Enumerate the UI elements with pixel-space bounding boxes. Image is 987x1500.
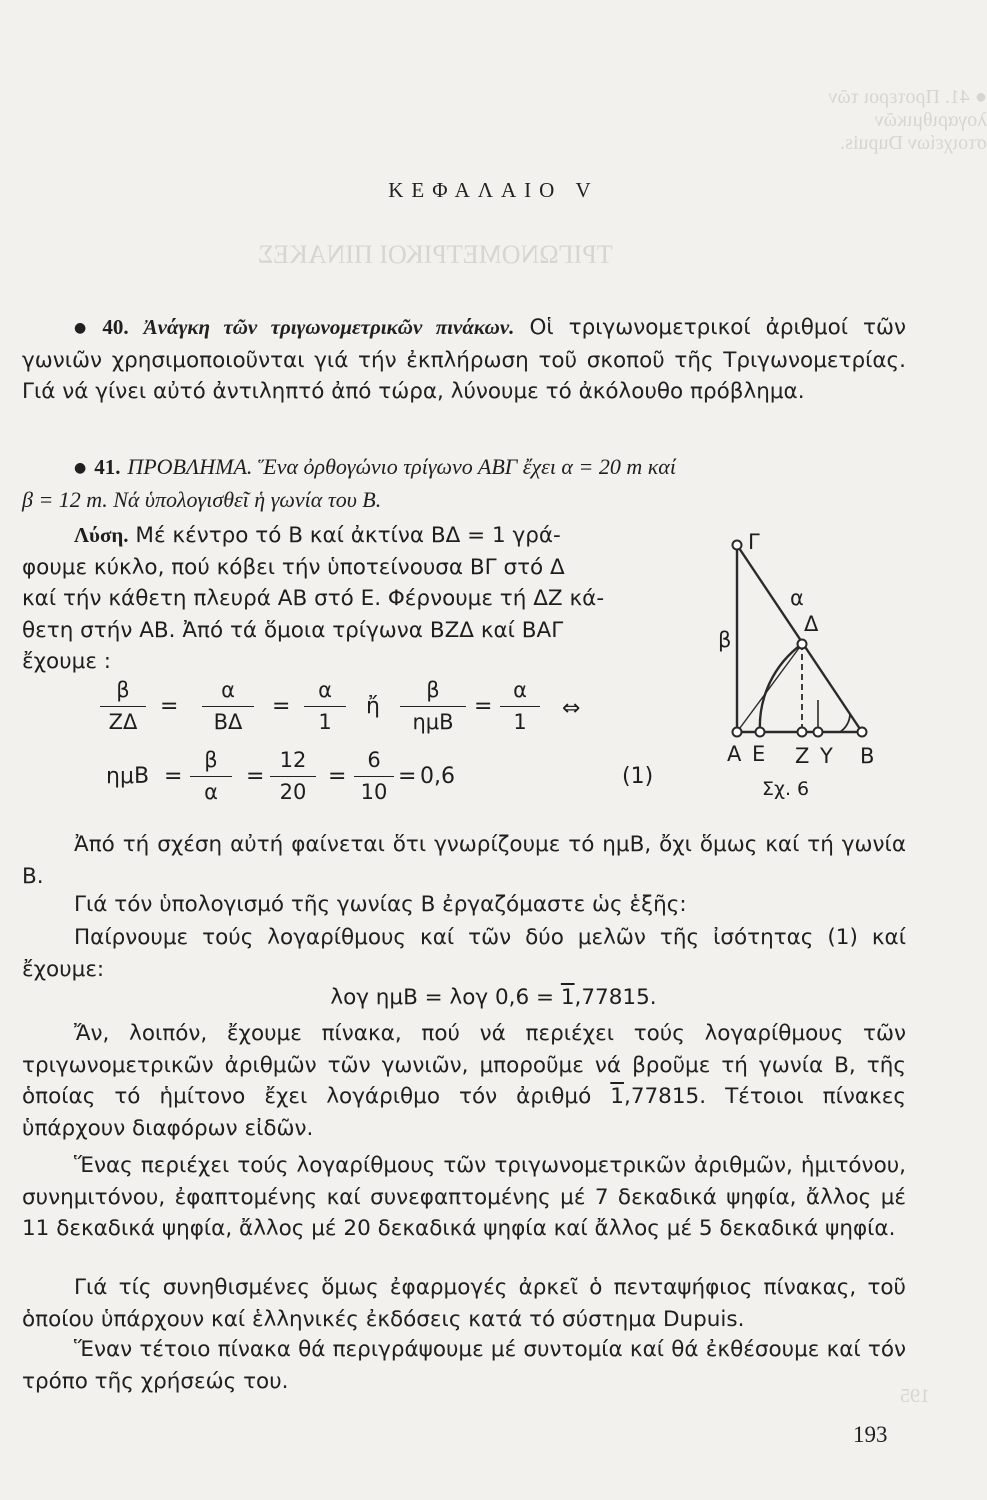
denominator: ημΒ [412, 710, 454, 734]
label-beta: β [718, 628, 732, 652]
solution-line-2: φουμε κύκλο, πού κόβει τήν ὑποτείνουσα ΒΓ στό Δ [22, 554, 565, 580]
fraction-a-over-bd [202, 678, 254, 734]
iff-arrow-icon: ⇔ [562, 696, 581, 721]
solution-line-4: θετη στήν ΑΒ. Ἀπό τά ὅμοια τρίγωνα ΒΖΔ καί ΒΑΓ [22, 617, 564, 643]
result-value: 0,6 [420, 764, 455, 789]
label-y: Υ [820, 744, 833, 768]
problem-line-1: ΠΡΟΒΛΗΜΑ. Ἕνα ὀρθογώνιο τρίγωνο ΑΒΓ ἔχει α = 20 m καί [127, 454, 676, 479]
label-z: Ζ [795, 744, 810, 768]
paragraph-2: Γιά τόν ὑπολογισμό τῆς γωνίας Β ἐργαζόμαστε ὡς ἑξῆς: [74, 892, 687, 917]
paragraph-3: Παίρνουμε τούς λογαρίθμους καί τῶν δύο μελῶν τῆς ἰσότητας (1) καί ἔχουμε: [22, 925, 906, 982]
fraction-b-over-a [190, 748, 232, 804]
equals-sign: = [398, 764, 417, 789]
section-40-number: 40. [102, 315, 129, 339]
sinb-label: ημΒ [106, 764, 150, 789]
log-equation [0, 985, 987, 1010]
bullet-icon: ● [74, 320, 95, 336]
denominator: 1 [513, 710, 527, 734]
point-z [798, 728, 807, 737]
chapter-heading: ΚΕΦΑΛΑΙΟ V [388, 178, 599, 202]
paragraph-4-a: Ἄν, λοιπόν, ἔχουμε πίνακα, πού νά περιέχει τούς λογαρίθμους τῶν τριγωνομετρικῶν ἀριθμῶν τῶν γωνιῶν, μποροῦμε νά βροῦμε τή γωνία Β, τῆς ὁποίας τό ἡμίτονο ἔχει λογάριθμο τόν ἀριθμό [22, 1021, 906, 1109]
fraction-a-over-1b [500, 678, 540, 734]
numerator: α [513, 678, 527, 702]
segment-ad [737, 644, 802, 732]
fraction-6-over-10 [354, 748, 394, 804]
solution-line-1: Μέ κέντρο τό Β καί ἀκτίνα ΒΔ = 1 γρά- [135, 523, 561, 548]
numerator: 12 [279, 748, 307, 772]
point-b [858, 728, 867, 737]
label-e: Ε [752, 742, 766, 766]
equals-sign: = [164, 764, 183, 789]
section-40 [22, 312, 906, 408]
paragraph-1: Ἀπό τή σχέση αὐτή φαίνεται ὅτι γνωρίζουμε τό ημΒ, ὄχι ὅμως καί τή γωνία Β. [22, 832, 906, 889]
label-alpha: α [790, 586, 804, 610]
equals-sign: = [160, 694, 179, 719]
equation-tag: (1) [622, 764, 654, 789]
or-word: ἤ [366, 694, 380, 719]
ghost-section: ● 41. Προτεροι τῶν λογαριθμικῶν στοιχείων Dupuis. [828, 86, 987, 154]
denominator: 10 [360, 780, 388, 804]
ghost-title: ΤΡΙΓΩΝΟΜΕΤΡΙΚΟΙ ΠΙΝΑΚΕΣ [258, 240, 613, 269]
point-y [814, 728, 823, 737]
section-40-body: Οἱ τριγωνομετρικοί ἀριθμοί τῶν γωνιῶν χρησιμοποιοῦνται γιά τήν ἐκπλήρωση τοῦ σκοποῦ τῆς Τριγωνομετρίας. Γιά νά γίνει αὐτό ἀντιληπτό ἀπό τώρα, λύνουμε τό ἀκόλουθο πρόβλημα. [22, 315, 906, 404]
solution-line-5: ἔχουμε : [22, 649, 112, 674]
fraction-b-over-sinb [400, 678, 466, 734]
fraction-b-over-zd [100, 678, 146, 734]
numerator: 6 [367, 748, 381, 772]
numerator: α [318, 678, 332, 702]
numerator: β [426, 678, 440, 702]
paragraph-7: Ἕναν τέτοιο πίνακα θά περιγράψουμε μέ συντομία καί θά ἐκθέσουμε καί τόν τρόπο τῆς χρήσεώς του. [22, 1337, 906, 1394]
equals-sign: = [246, 764, 265, 789]
point-e [756, 728, 765, 737]
numerator: β [116, 678, 130, 702]
hypotenuse-gb [737, 545, 862, 732]
denominator: ΒΔ [213, 710, 243, 734]
denominator: α [204, 780, 218, 804]
log-equation-lhs: λογ ημΒ = λογ 0,6 = [330, 985, 561, 1010]
section-40-title: Ἀνάγκη τῶν τριγωνομετρικῶν πινάκων. [143, 315, 515, 339]
point-d [798, 640, 807, 649]
angle-b-arc [840, 714, 850, 732]
fraction-a-over-1 [304, 678, 346, 734]
arc-e-d [760, 644, 802, 732]
problem-line-2: β = 12 m. Νά ὑπολογισθεῖ ἡ γωνία του Β. [22, 487, 382, 512]
ghost-page-number: 195 [900, 1385, 930, 1407]
log-characteristic: 1 [560, 985, 575, 1010]
page-number: 193 [853, 1422, 888, 1447]
denominator: ΖΔ [108, 710, 138, 734]
point-g [733, 541, 742, 550]
denominator: 20 [279, 780, 307, 804]
paragraph-6: Γιά τίς συνηθισμένες ὅμως ἐφαρμογές ἀρκεῖ ὁ πενταψήφιος πίνακας, τοῦ ὁποίου ὑπάρχουν καί ἑλληνικές ἐκδόσεις κατά τό σύστημα Dupuis. [22, 1275, 906, 1332]
label-b: Β [860, 744, 875, 768]
section-41 [22, 450, 906, 485]
paragraph-4 [22, 1018, 906, 1144]
paragraph-5: Ἕνας περιέχει τούς λογαρίθμους τῶν τριγωνομετρικῶν ἀριθμῶν, ἡμιτόνου, συνημιτόνου, ἐφαπτομένης καί συνεφαπτομένης μέ 7 δεκαδικά ψηφία, ἄλλος μέ 11 δεκαδικά ψηφία, ἄλλος μέ 20 δεκαδικά ψηφία καί ἄλλος μέ 5 δεκαδικά ψηφία. [22, 1153, 906, 1241]
numerator: β [204, 748, 218, 772]
solution-block [22, 520, 672, 678]
point-a [733, 728, 742, 737]
section-41-number: 41. [94, 455, 121, 479]
label-a: Α [727, 742, 742, 766]
equals-sign: = [474, 694, 493, 719]
log-mantissa: ,77815. [574, 985, 657, 1010]
label-delta: Δ [804, 612, 819, 636]
solution-label: Λύση. [74, 523, 129, 547]
denominator: 1 [318, 710, 332, 734]
bullet-icon: ● [74, 460, 87, 476]
solution-line-3: καί τήν κάθετη πλευρά ΑΒ στό Ε. Φέρνουμε τή ΔΖ κά- [22, 586, 605, 611]
paragraph-4-b: ,77815. Τέτοιοι πίνακες ὑπάρχουν διαφόρων εἰδῶν. [22, 1084, 906, 1141]
fraction-12-over-20 [270, 748, 316, 804]
paragraph-4-char: 1 [610, 1084, 624, 1109]
equals-sign: = [328, 764, 347, 789]
figure-caption: Σχ. 6 [762, 778, 810, 800]
numerator: α [221, 678, 235, 702]
label-gamma: Γ [748, 530, 760, 554]
equals-sign: = [272, 694, 291, 719]
